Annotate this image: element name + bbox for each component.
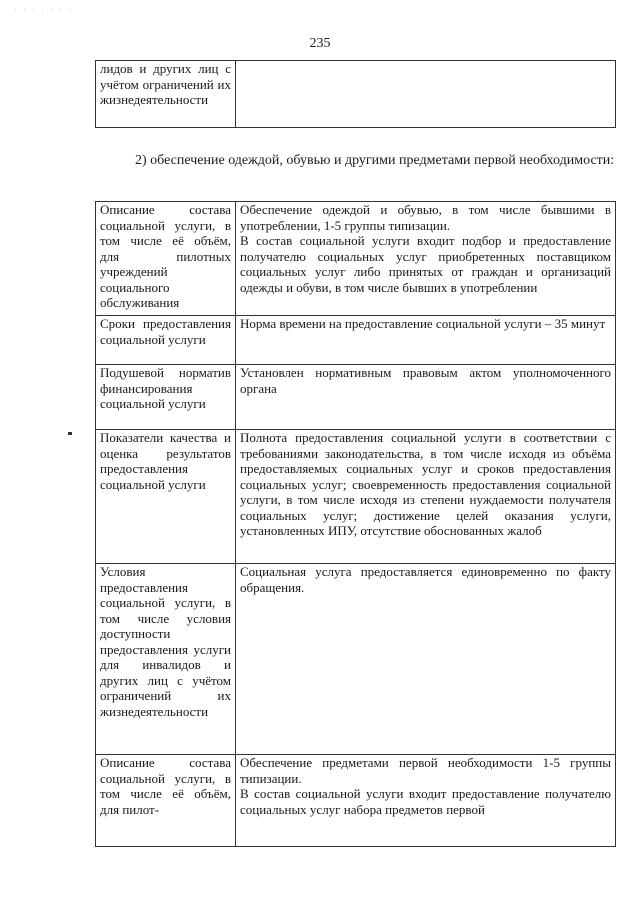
table-cell-value [236,202,616,316]
table-row [96,61,616,128]
section-heading: 2) обеспечение одеждой, обувью и другими предметами первой необходимости: [135,153,615,168]
table-cell-label: Условия предоставления социальной услуги, в том числе условия доступности предоставления услуги для инвалидов и других лиц с учётом ограничений их жизнедеятельности [96,564,236,755]
cell-paragraph: Обеспечение предметами первой необходимости 1-5 группы типизации. [240,755,611,786]
table-cell-value [236,316,616,365]
table-cell-label: Показатели качества и оценка результатов предоставления социальной услуги [96,430,236,564]
table-cell-value [236,564,616,755]
margin-mark [68,432,72,435]
service-table [95,201,616,847]
table-cell-label: Описание состава социальной услуги, в том числе её объём, для пилотных учреждений социального обслуживания [96,202,236,316]
table-cell-value [236,365,616,430]
scan-artifact: · · · · · · · [14,6,74,15]
table-cell-label: Подушевой норматив финансирования социальной услуги [96,365,236,430]
table-row [96,202,616,316]
table-cell-value [236,61,616,128]
cell-paragraph: Обеспечение одеждой и обувью, в том числе бывшими в употреблении, 1-5 группы типизации. [240,202,611,233]
table-cell-label: Сроки предоставления социальной услуги [96,316,236,365]
table-cell-label: лидов и других лиц с учётом ограничений их жизнедеятельности [96,61,236,128]
continuation-table [95,60,616,128]
table-row [96,755,616,847]
cell-paragraph: Установлен нормативным правовым актом уполномоченного органа [240,365,611,396]
table-cell-value [236,755,616,847]
cell-paragraph: Норма времени на предоставление социальной услуги – 35 минут [240,316,606,331]
table-row [96,430,616,564]
table-row [96,564,616,755]
table-cell-value [236,430,616,564]
table-row [96,316,616,365]
cell-paragraph: В состав социальной услуги входит подбор и предоставление получателю социальных услуг приобретенных поставщиком социальных услуг либо принятых от граждан и организаций одежды и обуви, в том числе бывших в употреблении [240,233,611,295]
cell-paragraph: В состав социальной услуги входит предоставление получателю социальных услуг набора предметов первой [240,786,611,817]
cell-paragraph: Социальная услуга предоставляется единовременно по факту обращения. [240,564,611,595]
table-cell-label: Описание состава социальной услуги, в том числе её объём, для пилот- [96,755,236,847]
cell-paragraph: Полнота предоставления социальной услуги в соответствии с требованиями законодательства, в том числе исходя из объёма предоставляемых социальных услуг и сроков предоставления социальных услуг; своевременность предоставления социальной услуги, в том числе исходя из степени нуждаемости получателя социальных услуг; достижение целей оказания услуги, установленных ИПУ, отсутствие обоснованных жалоб [240,430,611,538]
page-number: 235 [309,36,331,51]
table-row [96,365,616,430]
